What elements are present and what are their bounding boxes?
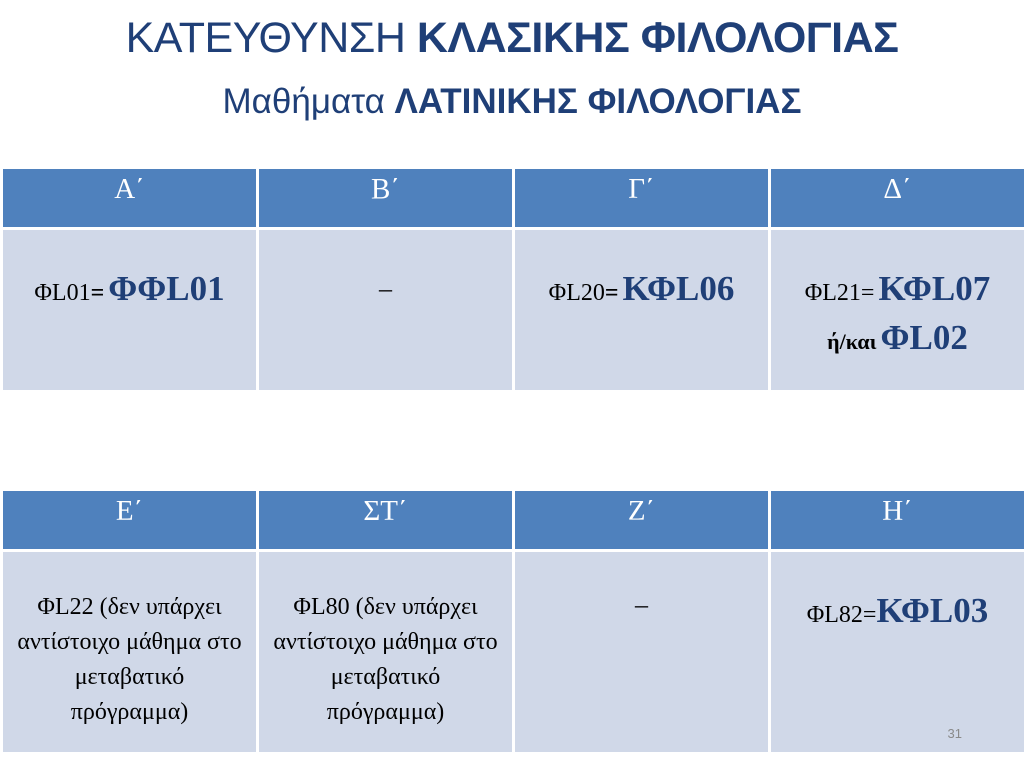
header-semester-a: Α΄ — [2, 168, 258, 229]
equals-sign: = — [604, 280, 619, 306]
header-semester-h: Η΄ — [770, 490, 1024, 551]
subtitle-courses: Μαθήματα — [222, 82, 385, 121]
page-number: 31 — [947, 726, 962, 741]
cell-semester-b — [258, 229, 514, 392]
cell-semester-c — [514, 229, 770, 392]
header-semester-b: Β΄ — [258, 168, 514, 229]
slide-title — [0, 12, 1024, 64]
title-field: ΚΛΑΣΙΚΗΣ ΦΙΛΟΛΟΓΙΑΣ — [416, 14, 899, 62]
empty-dash: – — [635, 590, 648, 619]
cell-semester-e — [2, 551, 258, 754]
course-note: ΦL22 (δεν υπάρχει αντίστοιχο μάθημα στο μεταβατικό πρόγραμμα) — [17, 594, 242, 725]
equivalent-course: ΚΦL06 — [622, 269, 735, 308]
cell-semester-h — [770, 551, 1024, 754]
equals-sign: = — [90, 280, 105, 306]
table-row — [2, 551, 1024, 754]
equivalent-course-2: ΦL02 — [880, 318, 968, 357]
course-note: ΦL80 (δεν υπάρχει αντίστοιχο μάθημα στο μεταβατικό πρόγραμμα) — [273, 594, 498, 725]
course-code: ΦL82= — [806, 602, 877, 628]
header-semester-e: Ε΄ — [2, 490, 258, 551]
slide-subtitle — [0, 80, 1024, 124]
cell-semester-g — [514, 551, 770, 754]
table-row — [2, 229, 1024, 392]
equivalent-course: ΦΦL01 — [108, 269, 225, 308]
cell-semester-f — [258, 551, 514, 754]
course-code: ΦL20 — [548, 280, 605, 306]
equivalent-course: ΚΦL03 — [876, 591, 989, 630]
header-semester-f: ΣΤ΄ — [258, 490, 514, 551]
table-header-row — [2, 168, 1024, 229]
subtitle-field: ΛΑΤΙΝΙΚΗΣ ΦΙΛΟΛΟΓΙΑΣ — [394, 82, 802, 121]
empty-dash: – — [379, 274, 392, 303]
equivalent-course: ΚΦL07 — [878, 269, 991, 308]
conjunction: ή/και — [827, 329, 877, 354]
semester-table-2 — [0, 488, 1024, 755]
course-code: ΦL01 — [34, 280, 91, 306]
table-header-row — [2, 490, 1024, 551]
header-semester-d: Δ΄ — [770, 168, 1024, 229]
title-direction: ΚΑΤΕΥΘΥΝΣΗ — [125, 14, 406, 62]
header-semester-g: Ζ΄ — [514, 490, 770, 551]
course-code: ΦL21= — [804, 280, 875, 306]
header-semester-c: Γ΄ — [514, 168, 770, 229]
cell-semester-d — [770, 229, 1024, 392]
cell-semester-a — [2, 229, 258, 392]
semester-table-1 — [0, 166, 1024, 393]
